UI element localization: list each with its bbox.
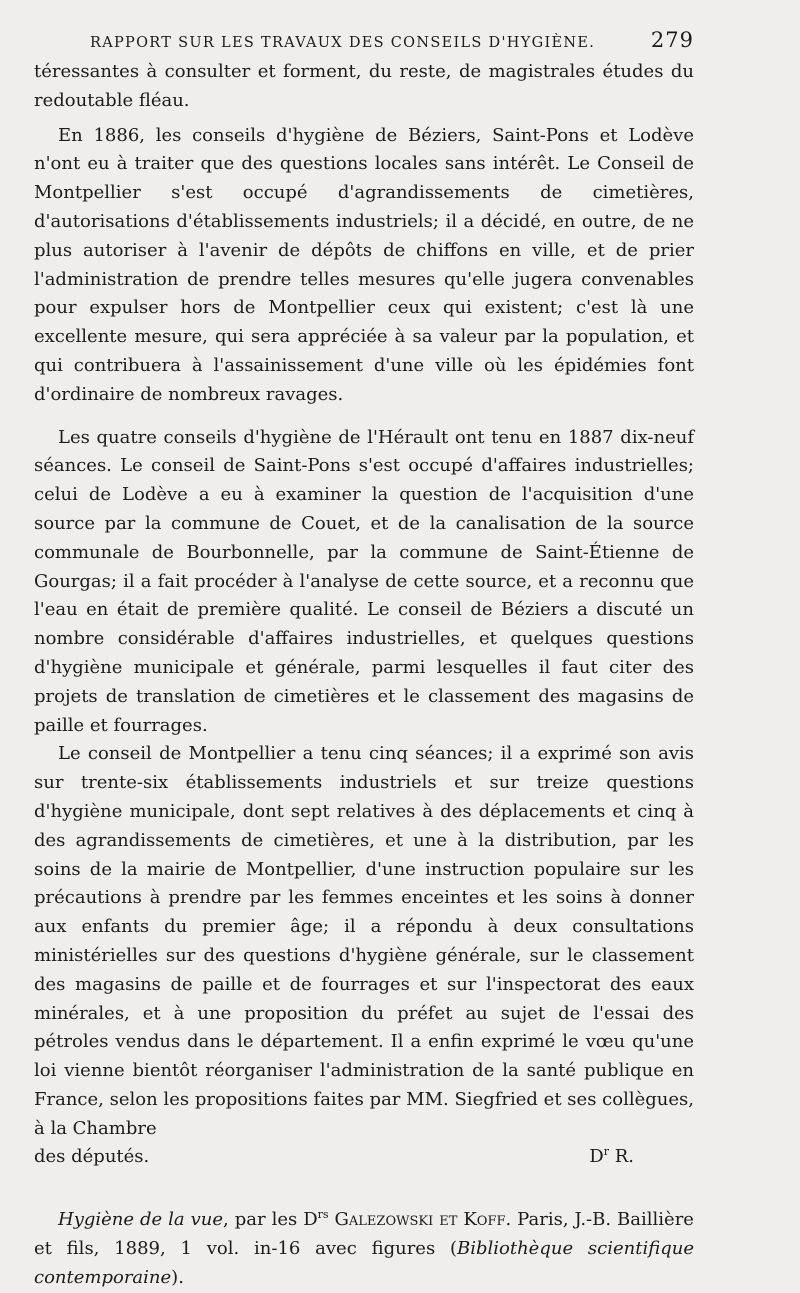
- page-number: 279: [650, 28, 694, 52]
- paragraph-closing-line: [34, 1143, 694, 1172]
- body-text: [34, 58, 694, 1293]
- author-signature: $D^r$ R.: [589, 1145, 634, 1168]
- review-authors: Galezowski et Koff: [334, 1209, 506, 1231]
- review-publisher: . Paris, J.-B. Baillière et fils, 1889, 1 vol. in-16 avec figures (: [34, 1209, 694, 1260]
- running-title: RAPPORT SUR LES TRAVAUX DES CONSEILS D'HYGIÈNE.: [90, 35, 596, 51]
- paragraph-1886: En 1886, les conseils d'hygiène de Béziers, Saint-Pons et Lodève n'ont eu à traiter que des questions locales sans intérêt. Le Conseil de Montpellier s'est occupé d'agrandissements de cimetières, d'autorisations d'établissements industriels; il a décidé, en outre, de ne plus autoriser à l'avenir de dépôts de chiffons en ville, et de prier l'administration de prendre telles mesures qu'elle jugera convenables pour expulser hors de Montpellier ceux qui existent; c'est là une excellente mesure, qui sera appréciée à sa valeur par la population, et qui contribuera à l'assainissement d'une ville où les épidémies font d'ordinaire de nombreux ravages.: [34, 124, 694, 405]
- paragraph-montpellier-body: Le conseil de Montpellier a tenu cinq séances; il a exprimé son avis sur trente-six établissements industriels et sur treize questions d'hygiène municipale, dont sept relatives à des déplacements et cinq à des agrandissements de cimetières, et une à la distribution, par les soins de la mairie de Montpellier, d'une instruction populaire sur les précautions à prendre par les femmes enceintes et les soins à donner aux enfants du premier âge; il a répondu à deux consultations ministérielles sur des questions d'hygiène générale, sur le classement des magasins de paille et de fourrages et sur l'inspectorat des eaux minérales, et à une proposition du préfet au sujet de l'essai des pétroles vendus dans le département. Il a enfin exprimé le vœu qu'une loi vienne bientôt réorganiser l'administration de la santé publique en France, selon les propositions faites par MM. Siegfried et ses collègues, à la Chambre: [34, 743, 694, 1139]
- running-header: [34, 28, 694, 58]
- book-review-entry: Hygiène de la vue, par les $D^{rs}$ Galezowski et Koff. Paris, J.-B. Baillière et fils, 1889, 1 vol. in-16 avec figures (Bibliothèque scientifique contemporaine).: [34, 1208, 694, 1288]
- paragraph-continuation: téressantes à consulter et forment, du reste, de magistrales études du redoutable fléau.: [34, 61, 694, 111]
- review-book-title: Hygiène de la vue: [58, 1209, 224, 1231]
- paragraph-montpellier: [34, 740, 694, 1143]
- paragraph-1887-herault: Les quatre conseils d'hygiène de l'Hérault ont tenu en 1887 dix-neuf séances. Le conseil de Saint-Pons s'est occupé d'affaires industrielles; celui de Lodève a eu à examiner la question de l'acquisition d'une source par la commune de Couet, et de la canalisation de la source communale de Bourbonnelle, par la commune de Saint-Étienne de Gourgas; il a fait procéder à l'analyse de cette source, et a reconnu que l'eau en était de première qualité. Le conseil de Béziers a discuté un nombre considérable d'affaires industrielles, et quelques questions d'hygiène municipale et générale, parmi lesquelles il faut citer des projets de translation de cimetières et le classement des magasins de paille et fourrages.: [34, 426, 694, 736]
- book-page: [34, 28, 694, 1293]
- paragraph-montpellier-last: des députés.: [34, 1146, 150, 1168]
- review-series: Bibliothèque scientifique contemporaine: [34, 1238, 694, 1288]
